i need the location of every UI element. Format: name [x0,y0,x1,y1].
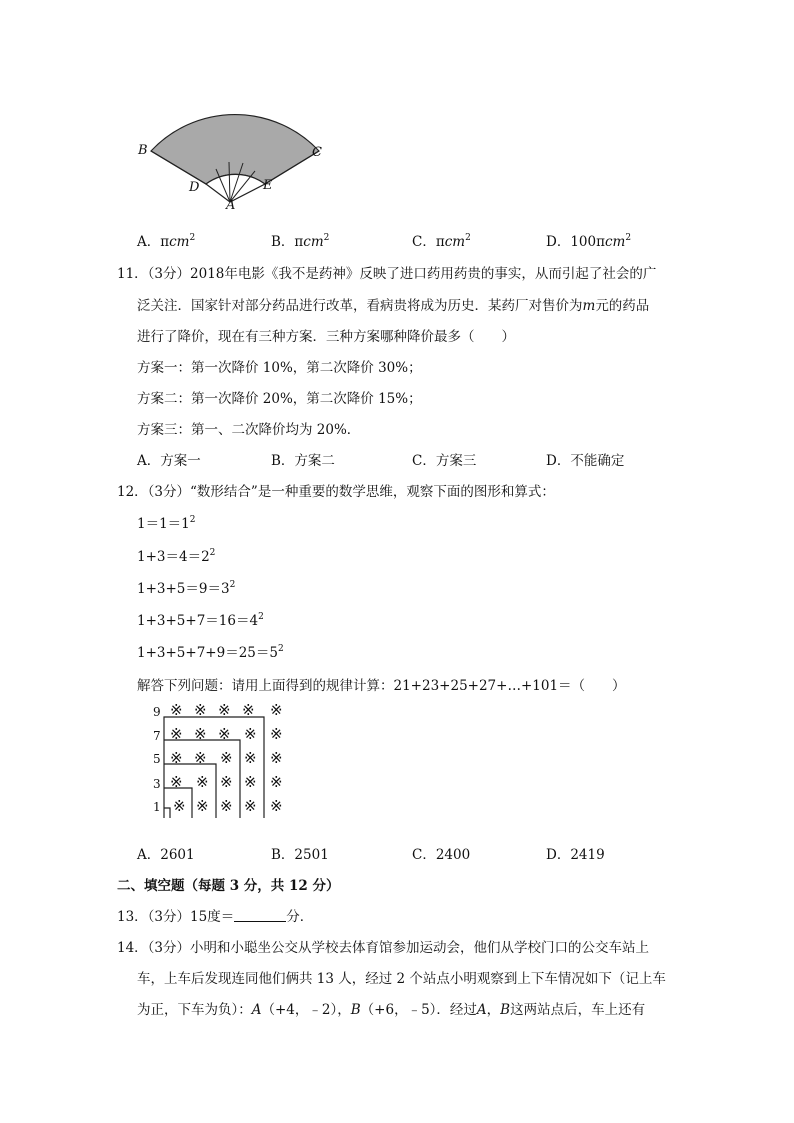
grid-symbol: ※ [270,701,283,719]
q11-option-c[interactable]: C．方案三 [412,453,477,469]
q12-option-a[interactable]: A．2601 [137,847,195,863]
row-label-1: 1 [153,800,161,814]
q10-option-d[interactable]: D．100πcm$^2$ [546,233,632,250]
q11-plan1: 方案一：第一次降价 10%，第二次降价 30%； [137,360,422,376]
grid-symbol: ※ [242,701,255,719]
section-2-title: 二、填空题（每题 3 分，共 12 分） [117,878,340,894]
grid-symbol: ※ [244,725,257,743]
q12-eq-3: $1+3+5=9=3^2$ [137,580,236,597]
grid-symbol: ※ [194,725,207,743]
row-label-9: 9 [153,705,161,719]
grid-symbol: ※ [270,797,283,815]
q10-option-a[interactable]: A．πcm$^2$ [137,233,196,250]
grid-symbol: ※ [196,797,209,815]
q12-option-c[interactable]: C．2400 [412,847,471,863]
grid-symbol: ※ [220,749,233,767]
q12-question: 解答下列问题：请用上面得到的规律计算：21+23+25+27+…+101＝（ ） [137,678,626,694]
q12-eq-5: $1+3+5+7+9=25=5^2$ [137,644,284,661]
q11-line3: 进行了降价，现在有三种方案．三种方案哪种降价最多（ ） [137,329,515,345]
grid-symbol: ※ [244,749,257,767]
q14-line3: 为正，下车为负）：A（+4，﹣2），B（+6，﹣5）．经过A，B这两站点后，车上还有 [137,1002,646,1018]
q12-eq-4: $1+3+5+7=16=4^2$ [137,612,264,629]
q11-option-a[interactable]: A．方案一 [137,453,201,469]
row-label-7: 7 [153,729,161,743]
q12-line1: 12．（3分）“数形结合”是一种重要的数学思维，观察下面的图形和算式： [117,484,555,500]
shaded-ring-sector [151,115,319,184]
q14-line1: 14．（3分）小明和小聪坐公交从学校去体育馆参加运动会，他们从学校门口的公交车站上 [117,940,650,956]
grid-symbol: ※ [244,797,257,815]
q10-option-c[interactable]: C．πcm$^2$ [412,233,471,250]
q12-option-d[interactable]: D．2419 [546,847,605,863]
label-d: D [189,180,200,195]
q13-answer-blank[interactable] [234,909,286,922]
grid-symbol: ※ [270,773,283,791]
grid-symbol: ※ [220,797,233,815]
grid-symbol: ※ [270,749,283,767]
label-b: B [138,143,148,158]
grid-symbol: ※ [196,773,209,791]
q11-option-d[interactable]: D．不能确定 [546,453,625,469]
odd-number-grid [150,700,300,825]
q13: 13．（3分）15度＝ 分． [117,909,314,925]
grid-symbol: ※ [170,701,183,719]
grid-symbol: ※ [170,725,183,743]
q11-line1: 11．（3分）2018年电影《我不是药神》反映了进口药用药贵的事实，从而引起了社会的广 [117,266,657,282]
label-a: A [226,198,236,213]
grid-symbol: ※ [270,725,283,743]
grid-symbol: ※ [194,701,207,719]
q11-line2: 泛关注．国家针对部分药品进行改革，看病贵将成为历史．某药厂对售价为m元的药品 [137,298,650,314]
grid-symbol: ※ [170,773,183,791]
sector-figure [130,95,340,215]
q11-plan3: 方案三：第一、二次降价均为 20%． [137,422,361,438]
label-e: E [263,178,273,193]
q14-line2: 车，上车后发现连同他们俩共 13 人，经过 2 个站点小明观察到上下车情况如下（记上车 [137,971,666,987]
q12-option-b[interactable]: B．2501 [271,847,329,863]
grid-symbol: ※ [194,749,207,767]
row-label-3: 3 [153,777,161,791]
q12-eq-1: $1=1=1^2$ [137,515,196,532]
grid-symbol: ※ [173,797,186,815]
grid-symbol: ※ [170,749,183,767]
grid-symbol: ※ [218,701,231,719]
q11-option-b[interactable]: B．方案二 [271,453,335,469]
grid-symbol: ※ [220,773,233,791]
grid-symbol: ※ [244,773,257,791]
inner-sector [206,174,265,202]
q12-eq-2: $1+3=4=2^2$ [137,548,216,565]
grid-symbol: ※ [218,725,231,743]
row-label-5: 5 [153,752,161,766]
label-c: C [312,145,322,160]
q11-plan2: 方案二：第一次降价 20%，第二次降价 15%； [137,391,422,407]
q10-option-b[interactable]: B．πcm$^2$ [271,233,330,250]
